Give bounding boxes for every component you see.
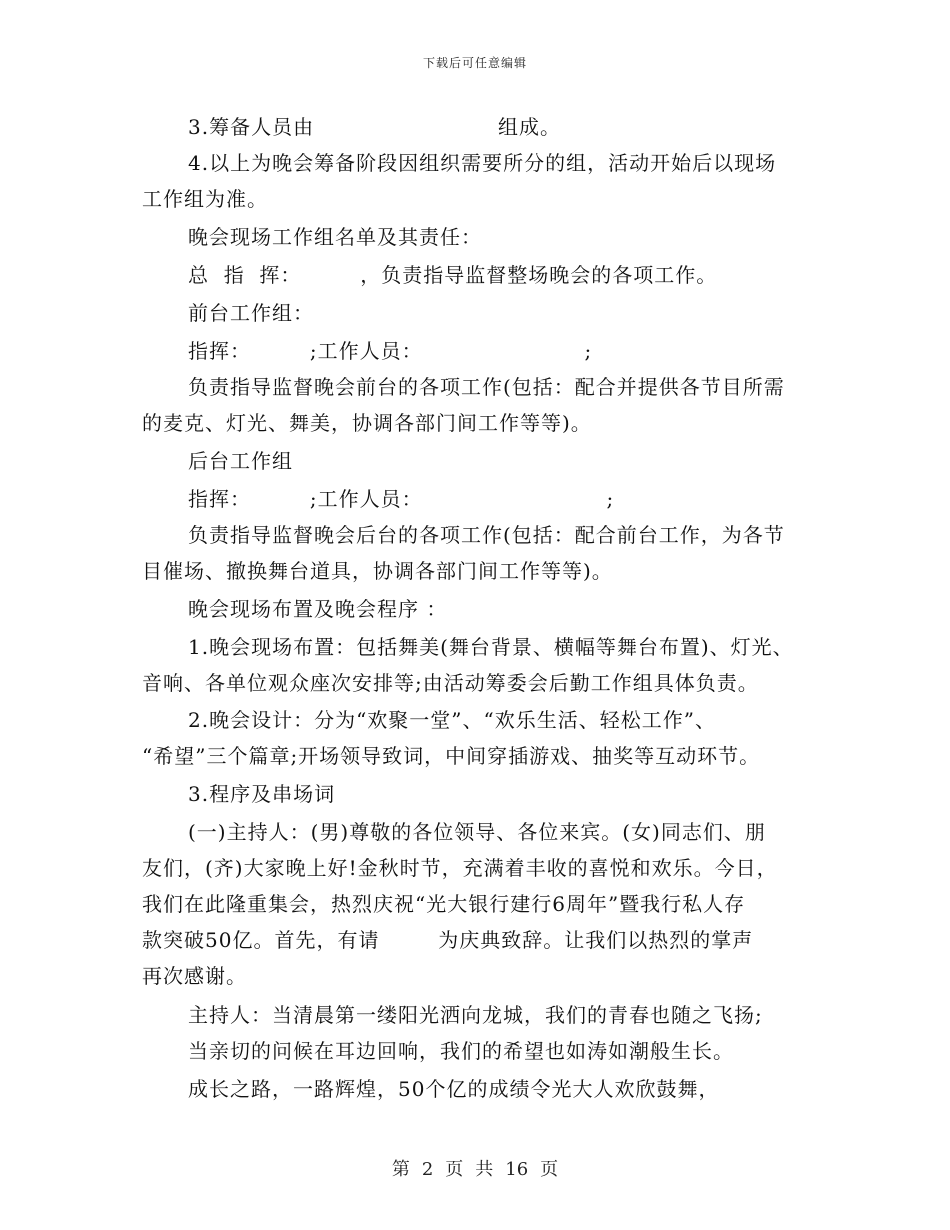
text-line: 工作组为准。 <box>142 187 268 211</box>
footer-label-gong: 共 <box>475 1159 494 1180</box>
text-line: 2.晚会设计：分为“欢聚一堂”、“欢乐生活、轻松工作”、 <box>188 708 716 732</box>
text-line: 指挥： ;工作人员： ; <box>188 339 593 363</box>
text-line: 后台工作组 <box>188 449 293 473</box>
text-line: 主持人：当清晨第一缕阳光洒向龙城，我们的青春也随之飞扬; <box>188 1003 763 1027</box>
current-page-number: 2 <box>421 1159 434 1180</box>
footer-label-ye-2: 页 <box>540 1159 559 1180</box>
page-header: 下载后可任意编辑 <box>422 56 527 70</box>
text-line: 3.筹备人员由 组成。 <box>188 115 562 139</box>
text-line: 当亲切的问候在耳边回响，我们的希望也如涛如潮般生长。 <box>188 1039 734 1063</box>
text-line: 友们，(齐)大家晚上好!金秋时节，充满着丰收的喜悦和欢乐。今日， <box>142 856 778 880</box>
text-line: 负责指导监督晚会前台的各项工作(包括：配合并提供各节目所需 <box>188 375 785 399</box>
text-line: 款突破50亿。首先，有请 为庆典致辞。让我们以热烈的掌声 <box>142 928 754 952</box>
text-line: 音响、各单位观众座次安排等;由活动筹委会后勤工作组具体负责。 <box>142 671 759 695</box>
text-line: 3.程序及串场词 <box>188 782 336 806</box>
text-line: 再次感谢。 <box>142 964 247 988</box>
text-line: “希望”三个篇章;开场领导致词，中间穿插游戏、抽奖等互动环节。 <box>142 744 761 768</box>
text-line: 的麦克、灯光、舞美，协调各部门间工作等等)。 <box>142 411 592 435</box>
text-line: 前台工作组： <box>188 301 314 325</box>
total-page-count: 16 <box>505 1159 529 1180</box>
footer-label-di: 第 <box>391 1159 410 1180</box>
text-line: 1.晚会现场布置：包括舞美(舞台背景、横幅等舞台布置)、灯光、 <box>188 635 794 659</box>
page-footer <box>0 1155 950 1181</box>
text-line: 4.以上为晚会筹备阶段因组织需要所分的组，活动开始后以现场 <box>188 151 777 175</box>
text-line: 负责指导监督晚会后台的各项工作(包括：配合前台工作，为各节 <box>188 523 785 547</box>
text-line: (一)主持人：(男)尊敬的各位领导、各位来宾。(女)同志们、朋 <box>188 820 766 844</box>
text-line: 晚会现场工作组名单及其责任： <box>188 225 482 249</box>
footer-label-ye: 页 <box>445 1159 464 1180</box>
text-line: 晚会现场布置及晚会程序 ： <box>188 597 448 621</box>
text-line: 目催场、撤换舞台道具，协调各部门间工作等等)。 <box>142 559 613 583</box>
text-line: 成长之路，一路辉煌，50个亿的成绩令光大人欢欣鼓舞， <box>188 1077 720 1101</box>
text-line: 我们在此隆重集会，热烈庆祝“光大银行建行6周年”暨我行私人存 <box>142 892 746 916</box>
text-line: 指挥： ;工作人员： ; <box>188 487 615 511</box>
text-line: 总 指 挥： ，负责指导监督整场晚会的各项工作。 <box>188 263 718 287</box>
